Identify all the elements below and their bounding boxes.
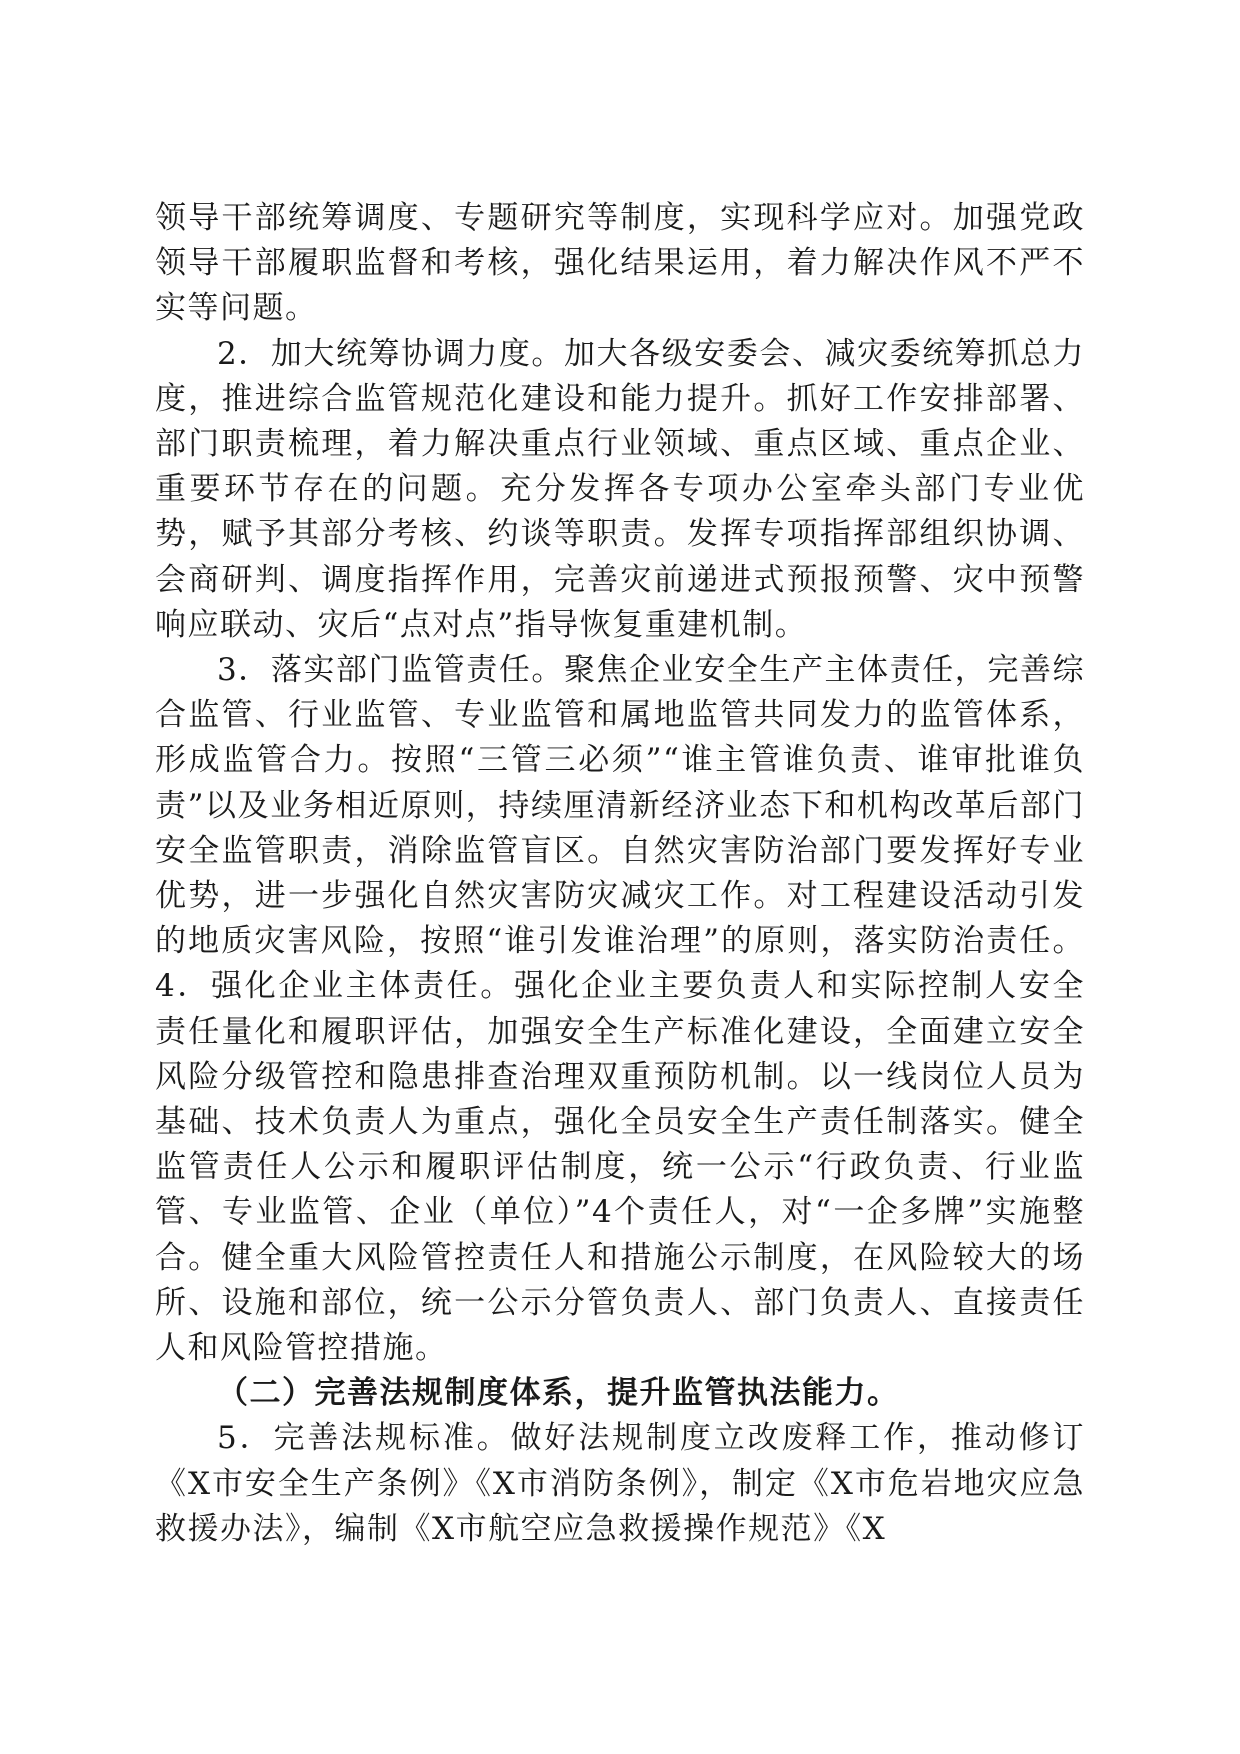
section-heading-2: （二）完善法规制度体系，提升监管执法能力。: [217, 1375, 900, 1412]
paragraph-leadership-continuation: 领导干部统筹调度、专题研究等制度，实现科学应对。加强党政领导干部履职监督和考核，强化结果运用，着力解决作风不严不实等问题。: [155, 200, 1085, 327]
document-body: [155, 196, 1085, 1552]
paragraph-item-3-4-responsibility: 3．落实部门监管责任。聚焦企业安全生产主体责任，完善综合监管、行业监管、专业监管和属地监管共同发力的监管体系，形成监管合力。按照“三管三必须”“谁主管谁负责、谁审批谁负责”以及业务相近原则，持续厘清新经济业态下和机构改革后部门安全监管职责，消除监管盲区。自然灾害防治部门要发挥好专业优势，进一步强化自然灾害防灾减灾工作。对工程建设活动引发的地质灾害风险，按照“谁引发谁治理”的原则，落实防治责任。4．强化企业主体责任。强化企业主要负责人和实际控制人安全责任量化和履职评估，加强安全生产标准化建设，全面建立安全风险分级管控和隐患排查治理双重预防机制。以一线岗位人员为基础、技术负责人为重点，强化全员安全生产责任制落实。健全监管责任人公示和履职评估制度，统一公示“行政负责、行业监管、专业监管、企业（单位）”4个责任人，对“一企多牌”实施整合。健全重大风险管控责任人和措施公示制度，在风险较大的场所、设施和部位，统一公示分管负责人、部门负责人、直接责任人和风险管控措施。: [155, 652, 1085, 1367]
paragraph-item-2-coordination: 2．加大统筹协调力度。加大各级安委会、减灾委统筹抓总力度，推进综合监管规范化建设和能力提升。抓好工作安排部署、部门职责梳理，着力解决重点行业领域、重点区域、重点企业、重要环节存在的问题。充分发挥各专项办公室牵头部门专业优势，赋予其部分考核、约谈等职责。发挥专项指挥部组织协调、会商研判、调度指挥作用，完善灾前递进式预报预警、灾中预警响应联动、灾后“点对点”指导恢复重建机制。: [155, 335, 1085, 643]
paragraph-item-5-regulations: 5．完善法规标准。做好法规制度立改废释工作，推动修订《X市安全生产条例》《X市消防条例》，制定《X市危岩地灾应急救援办法》，编制《X市航空应急救援操作规范》《X: [155, 1420, 1085, 1547]
